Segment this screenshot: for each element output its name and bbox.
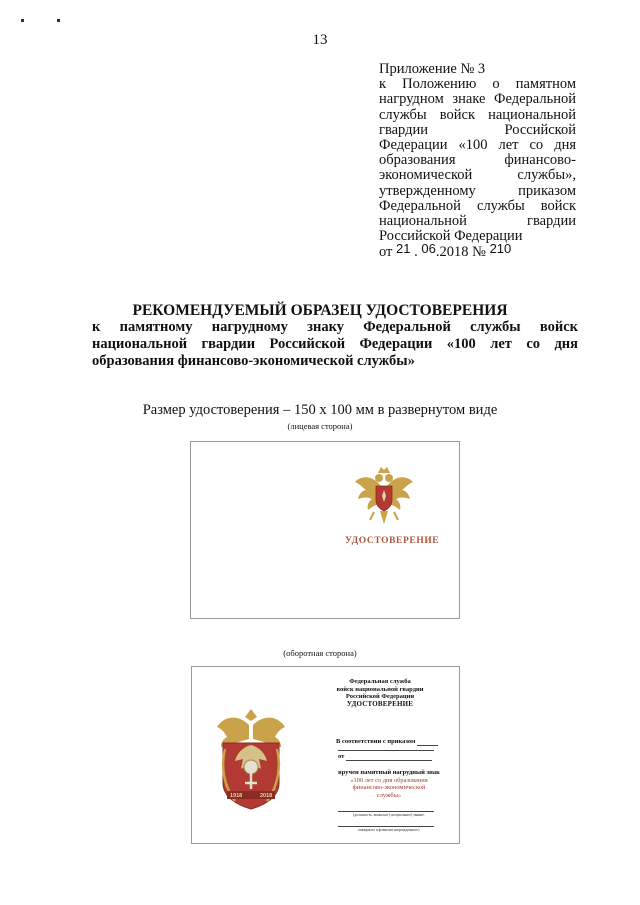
back-organization	[320, 678, 440, 708]
appendix-line: Федерации «100 лет со дня	[379, 137, 576, 154]
appendix-line: Федеральной службы войск	[379, 197, 576, 214]
subtitle-line: образования финансово-экономической службы»	[92, 353, 415, 369]
date-blank	[346, 754, 432, 761]
scan-mark	[57, 19, 60, 22]
certificate-front	[190, 441, 460, 619]
front-side-label: (лицевая сторона)	[287, 421, 353, 431]
date-separator: .	[414, 244, 418, 261]
front-certificate-title: УДОСТОВЕРЕНИЕ	[345, 536, 440, 546]
subtitle-line: к памятному нагрудному знаку Федеральной службы войск	[92, 319, 578, 335]
appendix-line: гвардии Российской	[379, 121, 576, 138]
commemorative-badge-icon	[213, 705, 289, 811]
number-sign: №	[472, 244, 486, 261]
date-prefix: от	[379, 244, 393, 261]
size-description: Размер удостоверения – 150 х 100 мм в развернутом виде	[142, 402, 498, 418]
appendix-line: экономической службы»,	[379, 167, 576, 184]
date-day: 21	[396, 241, 411, 257]
appendix-line: утвержденному приказом	[379, 182, 576, 199]
back-doc-title: УДОСТОВЕРЕНИЕ	[346, 699, 414, 708]
appendix-line: Российской Федерации	[379, 228, 523, 245]
subtitle-line: национальной гвардии Российской Федерации «100 лет со дня	[92, 336, 578, 352]
caption-line: инициалы и фамилия награжденного)	[358, 828, 420, 832]
appendix-line: национальной гвардии	[379, 213, 576, 230]
badge-year-right: 2018	[260, 793, 273, 799]
date-month: 06	[421, 241, 436, 257]
blank-line	[338, 826, 434, 827]
badge-name-line: «100 лет со дня образования	[350, 777, 428, 784]
page-number: 13	[312, 32, 328, 48]
date-year: .2018	[435, 244, 469, 261]
from-text: от	[338, 753, 345, 760]
order-number-blank	[417, 739, 438, 746]
back-side-label: (оборотная сторона)	[283, 648, 357, 658]
org-line: Федеральная служба	[349, 678, 411, 685]
from-line	[338, 753, 438, 761]
appendix-block	[379, 62, 576, 261]
awarded-text: вручен памятный нагрудный знак	[338, 769, 440, 776]
appendix-line: к Положению о памятном	[379, 76, 576, 93]
document-title: РЕКОМЕНДУЕМЫЙ ОБРАЗЕЦ УДОСТОВЕРЕНИЯ	[132, 302, 508, 319]
certificate-back	[191, 666, 460, 844]
document-subtitle	[92, 319, 578, 370]
appendix-line: Приложение № 3	[379, 61, 486, 77]
caption-line: (должность, воинское (специальное) звание,	[353, 813, 425, 817]
order-reference-line	[336, 738, 461, 746]
order-number: 210	[489, 241, 512, 257]
badge-name-line: финансово-экономической	[352, 784, 426, 792]
badge-year-left: 1918	[230, 793, 243, 799]
appendix-line: образования финансово-	[379, 152, 576, 169]
blank-line	[338, 750, 434, 751]
order-text: В соответствии с приказом	[336, 738, 416, 745]
badge-name-line: службы»	[376, 791, 402, 799]
appendix-line: службы войск национальной	[379, 106, 576, 123]
appendix-line: нагрудном знаке Федеральной	[379, 91, 576, 108]
order-date-line	[379, 241, 576, 261]
org-line: Российской Федерации	[345, 693, 415, 701]
eagle-emblem-icon	[354, 464, 414, 530]
badge-name	[329, 777, 449, 799]
org-line: войск национальной гвардии	[336, 685, 424, 693]
scan-mark	[21, 19, 24, 22]
blank-line	[338, 811, 434, 812]
